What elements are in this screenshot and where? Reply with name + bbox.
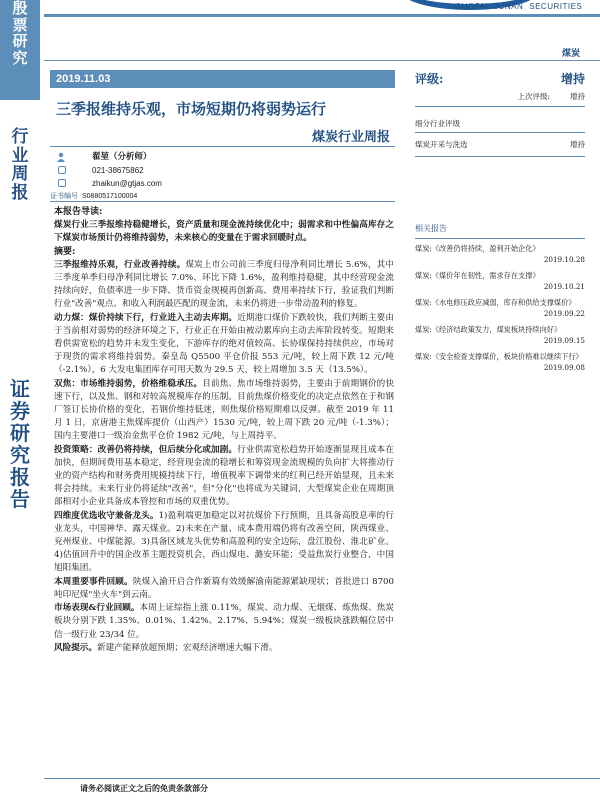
left-strip-top-text: 殷 票 研 究 <box>12 0 28 67</box>
report-body <box>54 206 394 655</box>
related-report-item[interactable]: 煤炭:《经济结政策发力，煤炭板块持续向好》 2019.09.15 <box>415 324 585 345</box>
paragraph: 风险提示。新建产能释放超预期；宏观经济增速大幅下滑。 <box>54 642 278 653</box>
report-title: 三季报维持乐观，市场短期仍将弱势运行 <box>56 100 327 118</box>
divider <box>415 106 585 107</box>
divider <box>44 60 600 61</box>
divider <box>50 146 395 147</box>
related-report-item[interactable]: 煤炭:《安全检查支撑煤价，板块价格难以继续下行》 2019.09.08 <box>415 351 585 372</box>
sector-tag: 煤炭 <box>561 49 580 59</box>
segment-title: 细分行业评级 <box>415 118 585 133</box>
research-report-vertical: 证 券 研 究 报 告 <box>10 377 30 511</box>
analyst-email[interactable]: zhaikun@gtjas.com <box>92 179 162 188</box>
related-report-item[interactable]: 煤炭:《水电修压政应减弱，库存和供给支撑煤价》 2019.09.22 <box>415 297 585 318</box>
person-icon <box>56 152 66 162</box>
rating-value: 增持 <box>560 72 585 86</box>
summary-title: 摘要: <box>54 246 76 257</box>
paragraph: 本周重要事件回顾。陕煤入渝开启合作新篇有效缓解渝南能源紧缺现状；首批进口 8700 吨印尼煤"坐火车"到云南。 <box>54 576 394 600</box>
related-title: 相关报告 <box>415 224 585 239</box>
rating-label: 评级: <box>415 72 444 86</box>
analyst-certificate <box>50 191 137 201</box>
mail-icon <box>58 179 66 187</box>
paragraph: 四维度优选收守兼备龙头。1)盈利端更加稳定以对抗煤价下行预期，且具备高股息率的行业龙头，中国神华、露天煤业。2)未来在产量、成本费用端仍将有改善空间，陕西煤业、兖州煤业、中煤能源。3)具备区域龙头优势和高盈利的安全边际，盘江股份、淮北矿业。4)估值回升中的国企改革主题投资机会，西山煤电、潞安环能；受益焦炭行业整合，中国旭阳集团。 <box>54 510 394 574</box>
paragraph: 市场表现&行业回顾。本周上证综指上涨 0.11%，煤炭、动力煤、无烟煤、炼焦煤、焦炭板块分别下跌 1.35%、0.01%、1.42%、2.17%、5.94%；煤炭一级板块涨跌幅位居中信一级行业 23/34 位。 <box>54 603 394 640</box>
paragraph: 动力煤：煤价持续下行，行业进入主动去库期。近期港口煤价下跌较快，我们判断主要由于当前相对弱势的经济环境之下，行业正在开始由被动累库向主动去库阶段转变。短期来看供需宽松的趋势并未发生变化，下游库存的绝对值较高、长协煤保持持续供应，市场对于现货的需求将维持弱势。秦皇岛 Q5500 平仓价报 553 元/吨，较上周下跌 12 元/吨（-2.1%），6 大发电集团库存可用天数为 29.5 天，较上周增加 3.5 天（13.5%）。 <box>54 312 394 376</box>
analyst-info <box>92 150 162 191</box>
report-type-vertical: 行 业 周 报 <box>11 127 29 204</box>
analyst-name: 翟堃（分析师） <box>92 151 152 161</box>
phone-icon <box>58 166 66 174</box>
guide-text: 煤炭行业三季报维持稳健增长，资产质量和现金流持续优化中；弱需求和中性偏高库存之下煤炭市场预计仍将维持弱势，未来核心的变量在于需求回暖时点。 <box>54 220 394 244</box>
segment-row: 煤炭开采与洗选 增持 <box>415 140 585 149</box>
header-rule <box>44 14 600 17</box>
guide-title: 本报告导读: <box>54 207 103 217</box>
rating-box <box>415 70 585 107</box>
divider <box>50 201 395 202</box>
related-report-item[interactable]: 煤炭:《煤价年在韧性，需求存在支撑》 2019.10.21 <box>415 270 585 291</box>
paragraph: 投资策略：改善仍将持续，但后续分化或加剧。行业供需宽松趋势开始逐渐显现且成本在加快，但期间费用基本稳定，经营现金流的稳增长和筹资现金流规模的负向扩大将推动行业的资产结构和财务费用规模持续下行，增值税率下调带来的红利已经开始显现，且未来将会持续。未来行业仍将延续"改善"，但"分化"也将成为关键词，大型煤炭企业在周期顶部相对小企业具备成本管控和市场的双重优势。 <box>54 444 394 508</box>
paragraph: 双焦：市场维持弱势，价格维稳承压。目前焦、焦市场维持弱势，主要由于前期钢价的快速下行，以及焦、钢和对较高规模库存的压制。目前焦煤价格变化的决定点依然在于和钢厂签订长协价格的变化，若钢价维持低迷，则焦煤价格短期难以反弹。截至 2019 年 11 月 1 日，京唐港主焦煤库提价（山西产）1530 元/吨，较上周下跌 20 元/吨（-1.3%）；国内主要港口一级冶金焦平仓价 1982 元/吨，与上周持平。 <box>54 378 394 442</box>
prev-rating-value: 增持 <box>570 92 585 101</box>
company-logo-text: GUOTAI JUNAN SECURITIES <box>455 2 583 11</box>
divider <box>415 156 585 157</box>
footer-notice: 请务必阅读正文之后的免责条款部分 <box>80 783 208 793</box>
report-subtitle: 煤炭行业周报 <box>311 130 390 145</box>
segment-rating <box>415 118 585 157</box>
left-strip <box>0 0 40 800</box>
footer-rule <box>44 778 600 779</box>
paragraph: 三季报维持乐观，行业改善持续。煤炭上市公司前三季度归母净利同比增长 5.6%，其中三季度单季归母净利同比增长 7.0%、环比下降 1.6%，盈利维持稳健，其中经营现金流持续向好，负债率进一步下降、货币资金规模再创新高、费用率持续下行，验证我们判断行业"改善"观点。和收入利润最匹配的现金流，未来仍将进一步带动盈利的修复。 <box>54 259 394 310</box>
related-report-item[interactable]: 煤炭:《改善仍将持续，盈利开始企化》 2019.10.28 <box>415 243 585 264</box>
analyst-phone: 021-38675862 <box>92 165 144 175</box>
cert-label: 证书编号 <box>50 193 78 200</box>
prev-rating-label: 上次评级: <box>517 92 550 101</box>
report-date: 2019.11.03 <box>50 70 395 88</box>
related-reports <box>415 224 585 374</box>
cert-number: S0880517100004 <box>82 193 138 200</box>
